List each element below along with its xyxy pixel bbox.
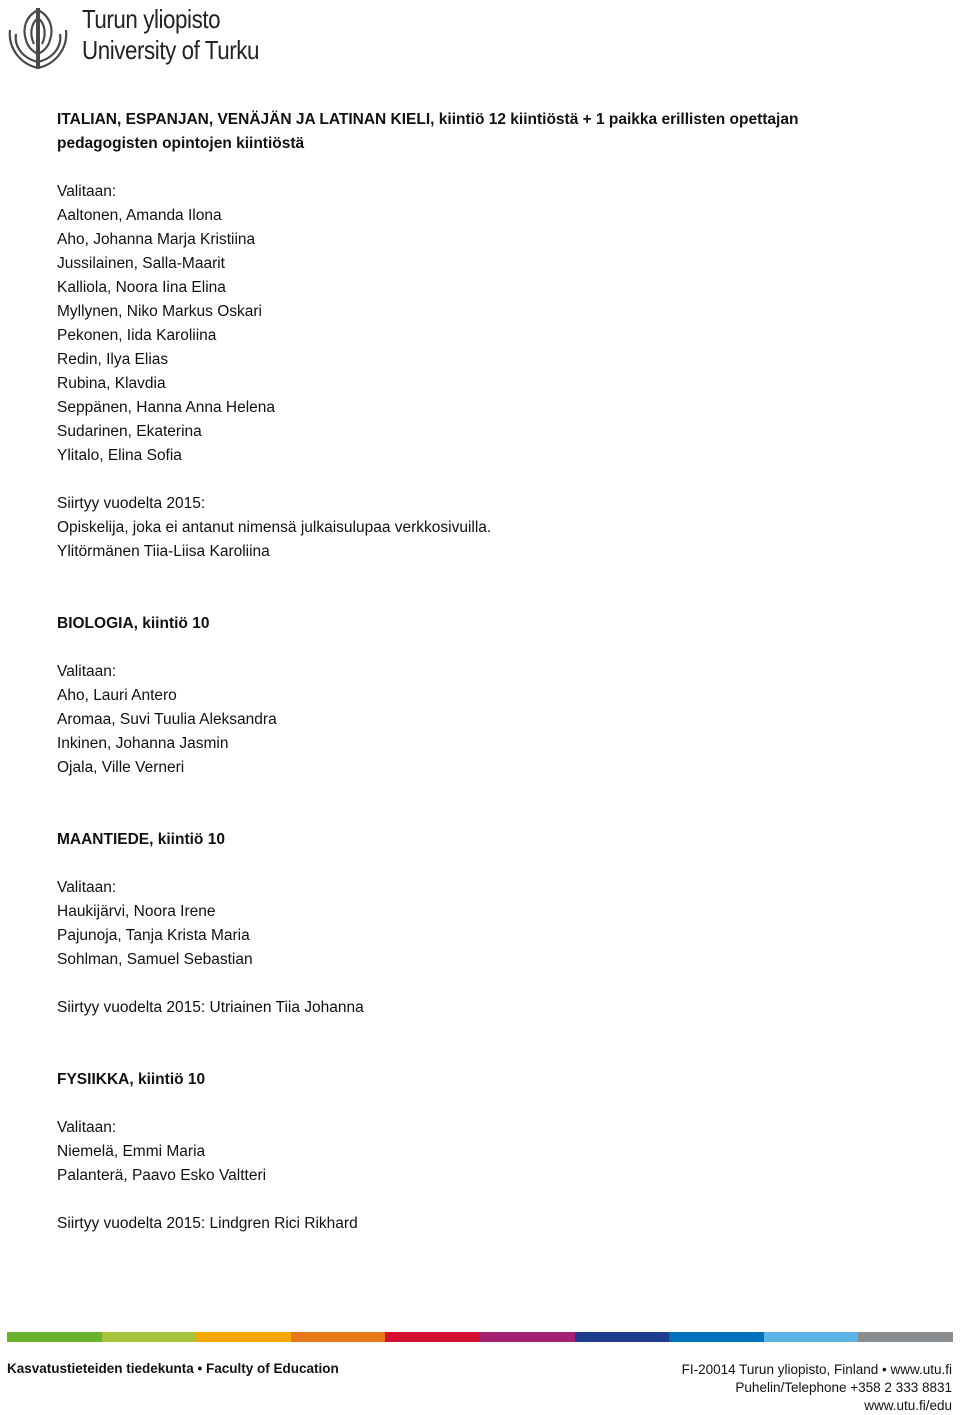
transfer-line: Siirtyy vuodelta 2015: Utriainen Tiia Johanna — [57, 999, 364, 1016]
university-logo — [8, 4, 268, 68]
footer-bar-segment — [669, 1332, 764, 1342]
section-heading: ITALIAN, ESPANJAN, VENÄJÄN JA LATINAN KIELI, kiintiö 12 kiintiöstä + 1 paikka erillisten opettajan — [57, 111, 799, 128]
list-item: Sudarinen, Ekaterina — [57, 423, 202, 440]
list-item: Ylitalo, Elina Sofia — [57, 447, 182, 464]
list-item: Aaltonen, Amanda Ilona — [57, 207, 222, 224]
section-geography — [57, 828, 937, 1020]
footer-bar-segment — [385, 1332, 480, 1342]
logo-line-finnish: Turun yliopisto — [82, 4, 221, 34]
transfer-label: Siirtyy vuodelta 2015: — [57, 495, 206, 512]
footer-bar-segment — [764, 1332, 859, 1342]
list-item: Aho, Lauri Antero — [57, 687, 177, 704]
list-item: Kalliola, Noora Iina Elina — [57, 279, 226, 296]
selected-label: Valitaan: — [57, 183, 117, 200]
transfer-note: Opiskelija, joka ei antanut nimensä julkaisulupaa verkkosivuilla. — [57, 519, 492, 536]
list-item: Redin, Ilya Elias — [57, 351, 169, 368]
transfer-line: Siirtyy vuodelta 2015: Lindgren Rici Rikhard — [57, 1215, 358, 1232]
list-item: Ojala, Ville Verneri — [57, 759, 185, 776]
list-item: Inkinen, Johanna Jasmin — [57, 735, 229, 752]
footer-phone: Puhelin/Telephone +358 2 333 8831 — [735, 1380, 952, 1395]
list-item: Palanterä, Paavo Esko Valtteri — [57, 1167, 267, 1184]
list-item: Niemelä, Emmi Maria — [57, 1143, 206, 1160]
list-item: Rubina, Klavdia — [57, 375, 166, 392]
footer-bar-segment — [196, 1332, 291, 1342]
list-item: Aromaa, Suvi Tuulia Aleksandra — [57, 711, 277, 728]
torch-emblem-icon — [8, 4, 68, 70]
footer-web-link[interactable]: www.utu.fi/edu — [864, 1398, 952, 1413]
section-biology — [57, 612, 937, 780]
footer-faculty: Kasvatustieteiden tiedekunta • Faculty of Education — [7, 1361, 339, 1376]
list-item: Sohlman, Samuel Sebastian — [57, 951, 253, 968]
selected-label: Valitaan: — [57, 663, 117, 680]
list-item: Haukijärvi, Noora Irene — [57, 903, 216, 920]
footer-bar-segment — [102, 1332, 197, 1342]
footer-contact — [682, 1361, 952, 1415]
list-item: Aho, Johanna Marja Kristiina — [57, 231, 256, 248]
section-heading: MAANTIEDE, kiintiö 10 — [57, 831, 225, 848]
footer-bar-segment — [858, 1332, 953, 1342]
footer-bar-segment — [7, 1332, 102, 1342]
footer-bar-segment — [480, 1332, 575, 1342]
section-heading: FYSIIKKA, kiintiö 10 — [57, 1071, 206, 1088]
section-heading-cont: pedagogisten opintojen kiintiöstä — [57, 135, 305, 152]
section-physics — [57, 1068, 937, 1236]
selected-label: Valitaan: — [57, 1119, 117, 1136]
list-item: Jussilainen, Salla-Maarit — [57, 255, 225, 272]
footer-bar-segment — [575, 1332, 670, 1342]
logo-line-english: University of Turku — [82, 35, 259, 65]
list-item: Pekonen, Iida Karoliina — [57, 327, 217, 344]
list-item: Pajunoja, Tanja Krista Maria — [57, 927, 250, 944]
footer-color-bar — [7, 1332, 953, 1342]
section-heading: BIOLOGIA, kiintiö 10 — [57, 615, 210, 632]
footer-bar-segment — [291, 1332, 386, 1342]
admission-list — [57, 108, 937, 1236]
selected-label: Valitaan: — [57, 879, 117, 896]
transfer-name: Ylitörmänen Tiia-Liisa Karoliina — [57, 543, 270, 560]
section-languages — [57, 108, 937, 564]
list-item: Seppänen, Hanna Anna Helena — [57, 399, 276, 416]
list-item: Myllynen, Niko Markus Oskari — [57, 303, 262, 320]
footer-address: FI-20014 Turun yliopisto, Finland • www.utu.fi — [681, 1362, 952, 1377]
